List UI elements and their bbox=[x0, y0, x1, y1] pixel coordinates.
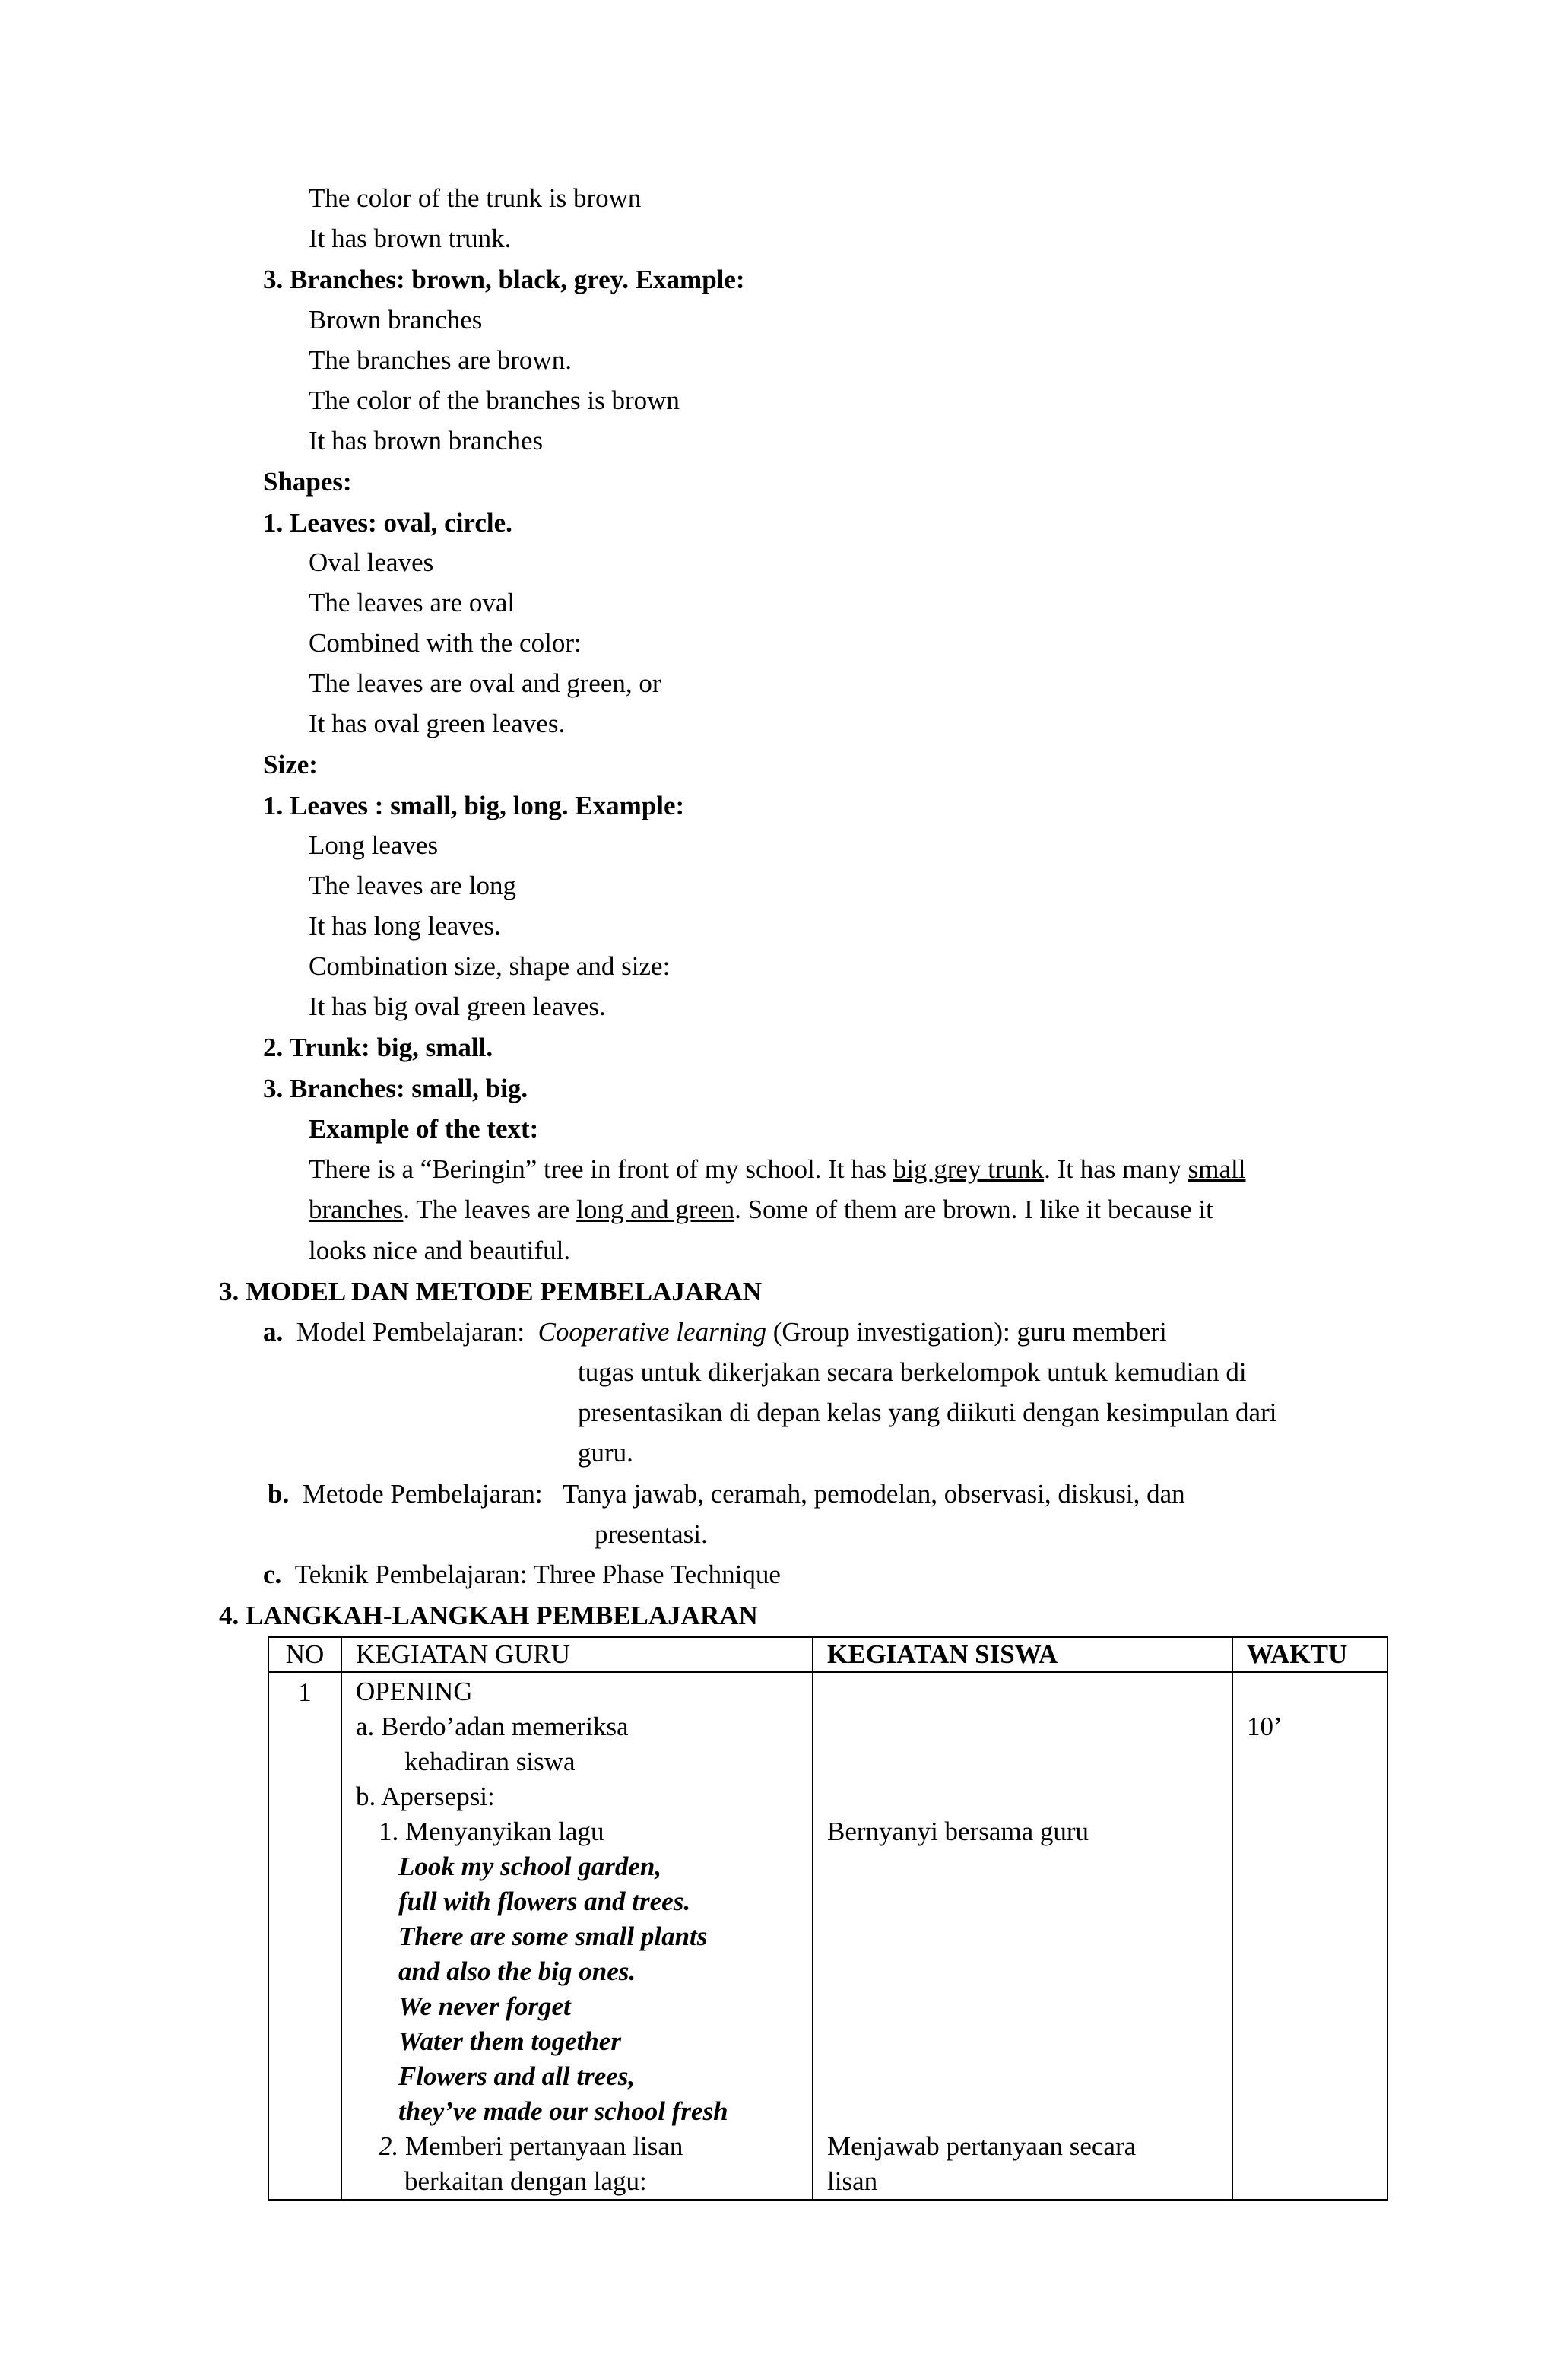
siswa-activity-2-line-2: lisan bbox=[827, 2166, 878, 2196]
branches-line-1: Brown branches bbox=[309, 305, 483, 335]
underlined-phrase: branches bbox=[309, 1195, 404, 1224]
shapes-line-4: The leaves are oval and green, or bbox=[309, 668, 661, 698]
branches-line-4: It has brown branches bbox=[309, 426, 544, 455]
header-kegiatan-guru: KEGIATAN GURU bbox=[341, 1637, 813, 1672]
model-line-4: guru. bbox=[578, 1438, 633, 1468]
branches-line-2: The branches are brown. bbox=[309, 345, 572, 375]
example-heading: Example of the text: bbox=[309, 1114, 539, 1144]
shapes-line-5: It has oval green leaves. bbox=[309, 709, 566, 738]
table-header-row bbox=[268, 1637, 1387, 1672]
header-kegiatan-siswa: KEGIATAN SISWA bbox=[813, 1637, 1232, 1672]
song-line: Look my school garden, bbox=[398, 1852, 662, 1881]
item-text: Tanya jawab, ceramah, pemodelan, observasi, diskusi, dan bbox=[562, 1479, 1185, 1509]
underlined-phrase: big grey trunk bbox=[893, 1154, 1045, 1184]
technique-line bbox=[263, 1561, 781, 1588]
size-line-3: It has long leaves. bbox=[309, 911, 501, 941]
trunk-has-line: It has brown trunk. bbox=[309, 224, 512, 253]
trunk-color-line: The color of the trunk is brown bbox=[309, 183, 642, 213]
underlined-phrase: small bbox=[1188, 1154, 1246, 1184]
waktu-value: 10’ bbox=[1247, 1712, 1283, 1741]
item-label: b. bbox=[268, 1479, 290, 1509]
section-3-heading: 3. MODEL DAN METODE PEMBELAJARAN bbox=[219, 1277, 762, 1306]
example-text-line-3: looks nice and beautiful. bbox=[309, 1236, 571, 1265]
song-line: We never forget bbox=[398, 1991, 571, 2021]
song-line: they’ve made our school fresh bbox=[398, 2096, 728, 2126]
opening-label: OPENING bbox=[356, 1677, 473, 1706]
section-4-heading: 4. LANGKAH-LANGKAH PEMBELAJARAN bbox=[219, 1601, 758, 1630]
step-b2-line-1 bbox=[356, 2129, 798, 2164]
table-row bbox=[268, 1672, 1387, 2200]
example-text-line-2 bbox=[309, 1196, 1213, 1223]
size-item-1: 1. Leaves : small, big, long. Example: bbox=[263, 791, 685, 820]
waktu-cell bbox=[1232, 1672, 1387, 2200]
example-text-part: . Some of them are brown. I like it because it bbox=[734, 1195, 1213, 1224]
item-text: Teknik Pembelajaran: Three Phase Technique bbox=[294, 1560, 781, 1589]
step-b2-line-2: berkaitan dengan lagu: bbox=[404, 2166, 647, 2196]
size-item-2: 2. Trunk: big, small. bbox=[263, 1033, 493, 1062]
example-text-part: There is a “Beringin” tree in front of my school. It has bbox=[309, 1154, 893, 1184]
spacer bbox=[827, 1674, 1218, 1814]
model-line-3: presentasikan di depan kelas yang diikuti dengan kesimpulan dari bbox=[578, 1398, 1277, 1427]
size-line-4: Combination size, shape and size: bbox=[309, 951, 671, 981]
shapes-line-1: Oval leaves bbox=[309, 547, 434, 577]
song-line: There are some small plants bbox=[398, 1921, 708, 1951]
example-text-line-1 bbox=[309, 1156, 1245, 1182]
step-number: 2. bbox=[379, 2131, 399, 2161]
item-title: Model Pembelajaran: bbox=[296, 1317, 525, 1347]
kegiatan-siswa-cell bbox=[813, 1672, 1232, 2200]
item-label: a. bbox=[263, 1317, 284, 1347]
step-b1-line: 1. Menyanyikan lagu bbox=[379, 1817, 604, 1846]
step-a-line-1: a. Berdo’adan memeriksa bbox=[356, 1712, 629, 1741]
shapes-line-3: Combined with the color: bbox=[309, 628, 582, 658]
method-line-1 bbox=[268, 1480, 1185, 1507]
underlined-phrase: long and green bbox=[576, 1195, 735, 1224]
step-a-line-2: kehadiran siswa bbox=[404, 1747, 576, 1776]
item-text: (Group investigation): guru memberi bbox=[772, 1317, 1167, 1347]
step-b-line: b. Apersepsi: bbox=[356, 1782, 495, 1811]
song-line: Flowers and all trees, bbox=[398, 2061, 636, 2091]
spacer bbox=[1247, 1674, 1373, 1709]
size-line-5: It has big oval green leaves. bbox=[309, 992, 606, 1021]
model-line-2: tugas untuk dikerjakan secara berkelompok untuk kemudian di bbox=[578, 1357, 1247, 1387]
shapes-item-1: 1. Leaves: oval, circle. bbox=[263, 508, 512, 538]
item-title: Metode Pembelajaran: bbox=[302, 1479, 543, 1509]
spacer bbox=[827, 1849, 1218, 2129]
size-line-2: The leaves are long bbox=[309, 871, 517, 900]
row-number: 1 bbox=[268, 1672, 341, 2200]
item-label: c. bbox=[263, 1560, 282, 1589]
branches-line-3: The color of the branches is brown bbox=[309, 386, 680, 415]
shapes-line-2: The leaves are oval bbox=[309, 588, 515, 617]
model-line-1 bbox=[263, 1319, 1167, 1345]
siswa-activity-1: Bernyanyi bersama guru bbox=[827, 1817, 1089, 1846]
italic-term: Cooperative learning bbox=[537, 1317, 766, 1347]
example-text-part: . It has many bbox=[1044, 1154, 1188, 1184]
kegiatan-guru-cell bbox=[341, 1672, 813, 2200]
song-line: and also the big ones. bbox=[398, 1956, 636, 1986]
header-no: NO bbox=[268, 1637, 341, 1672]
shapes-heading: Shapes: bbox=[263, 467, 352, 497]
song-line: full with flowers and trees. bbox=[398, 1887, 691, 1916]
activities-table bbox=[268, 1636, 1388, 2201]
size-line-1: Long leaves bbox=[309, 830, 439, 860]
song-line: Water them together bbox=[398, 2026, 621, 2056]
size-heading: Size: bbox=[263, 750, 318, 779]
step-text: Memberi pertanyaan lisan bbox=[405, 2131, 683, 2161]
method-line-2: presentasi. bbox=[595, 1519, 708, 1549]
siswa-activity-2-line-1: Menjawab pertanyaan secara bbox=[827, 2131, 1137, 2161]
example-text-part: . The leaves are bbox=[403, 1195, 577, 1224]
header-waktu: WAKTU bbox=[1232, 1637, 1387, 1672]
size-item-3: 3. Branches: small, big. bbox=[263, 1074, 528, 1103]
branches-item: 3. Branches: brown, black, grey. Example: bbox=[263, 265, 745, 294]
